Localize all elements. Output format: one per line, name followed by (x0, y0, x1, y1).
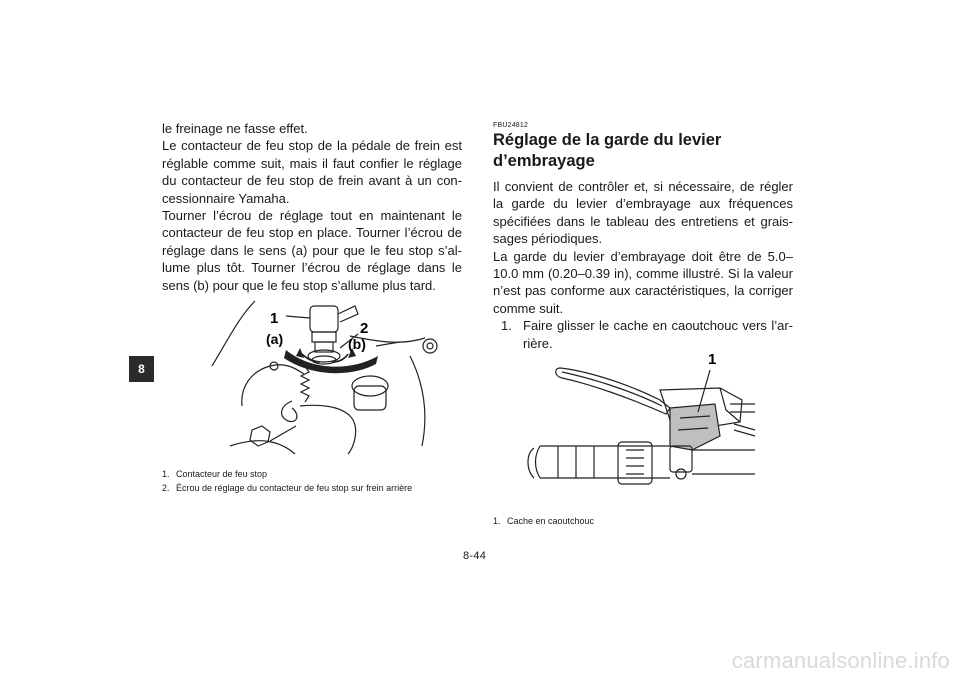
figure-label-1: 1 (270, 310, 279, 327)
section-heading: Réglage de la garde du levier d’embrayage (493, 131, 722, 170)
page-number: 8-44 (463, 550, 487, 562)
watermark[interactable]: carmanualsonline.info (731, 648, 950, 673)
caption-item: 2. Écrou de réglage du contacteur de feu stop sur frein arrière (162, 483, 413, 493)
right-body-text: Il convient de contrôler et, si nécessaire, de régler la garde du levier d’embrayage aux fréquences spécifiées dans le tableau des entretiens et grais-sages périodiques. La garde du levier d’embrayage doit être de 5.0–10.0 mm (0.20–0.39 in), comme illustré. Si la valeur n’est pas conforme aux caractéristiques, la corriger comme suit. (493, 179, 793, 316)
figure-label-b: (b) (348, 336, 366, 352)
figure-label-1: 1 (708, 351, 717, 368)
brake-switch-illustration (200, 296, 462, 456)
clutch-lever-figure (520, 350, 755, 490)
left-body-text: le freinage ne fasse effet. Le contacteur de feu stop de la pédale de frein est réglable comme suit, mais il faut confier le réglage du contacteur de feu stop de frein avant à un con-cessionnaire Yamaha. Tourner l’écrou de réglage tout en maintenant le contacteur de feu stop en place. Tourner l’écrou de réglage dans le sens (a) pour que le feu stop s’al-lume plus tôt. Tourner l’écrou de réglage dans le sens (b) pour que le feu stop s’allume plus tard. (162, 121, 462, 293)
brake-switch-figure (200, 296, 462, 456)
clutch-lever-illustration (520, 350, 755, 490)
figure-label-a: (a) (266, 331, 284, 347)
chapter-tab: 8 (129, 356, 154, 382)
right-figure-caption (493, 516, 793, 530)
step-item: 1. Faire glisser le cache en caoutchouc vers l’ar-rière. (501, 318, 793, 351)
left-figure-caption (162, 469, 462, 497)
left-column (162, 120, 462, 294)
figure-label-2: 2 (360, 320, 369, 337)
right-column (493, 120, 793, 352)
caption-item: 1. Cache en caoutchouc (493, 516, 595, 526)
caption-item: 1. Contacteur de feu stop (162, 469, 268, 479)
section-code: FBU24812 (493, 122, 529, 129)
